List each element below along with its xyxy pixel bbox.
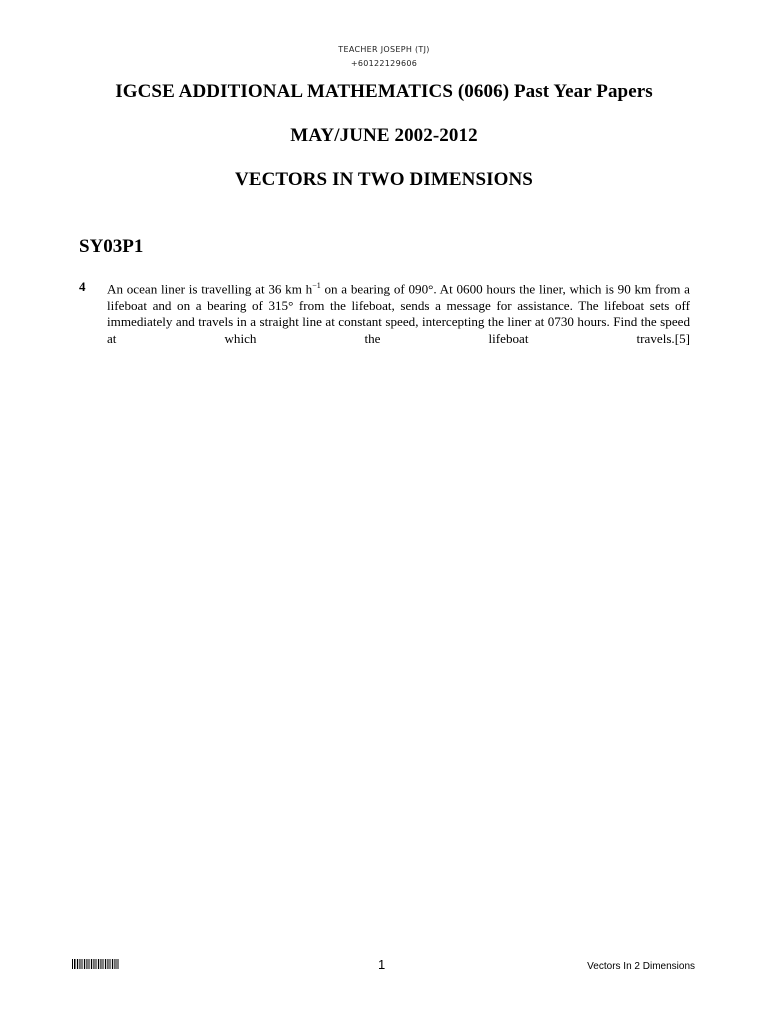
teacher-phone: +60122129606 — [350, 59, 418, 68]
page-number: 1 — [378, 957, 386, 972]
document-title: IGCSE ADDITIONAL MATHEMATICS (0606) Past Year Papers — [115, 81, 653, 102]
question-superscript: −1 — [312, 281, 321, 290]
topic-heading: VECTORS IN TWO DIMENSIONS — [235, 169, 533, 190]
question-number: 4 — [79, 279, 86, 294]
footer-topic: Vectors In 2 Dimensions — [587, 961, 695, 972]
year-range-heading: MAY/JUNE 2002-2012 — [290, 125, 478, 146]
teacher-name: TEACHER JOSEPH (TJ) — [338, 45, 430, 54]
question-text-part2: on a bearing of 090°. At 0600 hours the liner, which is 90 km from a lifeboat and on a bearing of 315° from the lifeboat, sends a message for assistance. The lifeboat sets off immediately and travels in a straight line at constant speed, intercepting the liner at 0730 hours. Find the speed at which the lifeboat travels. — [107, 281, 690, 346]
teacher-header — [0, 43, 768, 71]
question-text-part1: An ocean liner is travelling at 36 km h — [107, 281, 313, 297]
barcode-icon — [72, 959, 119, 969]
question-marks: [5] — [674, 330, 690, 346]
paper-code-heading: SY03P1 — [79, 236, 144, 257]
question-text — [107, 278, 690, 347]
